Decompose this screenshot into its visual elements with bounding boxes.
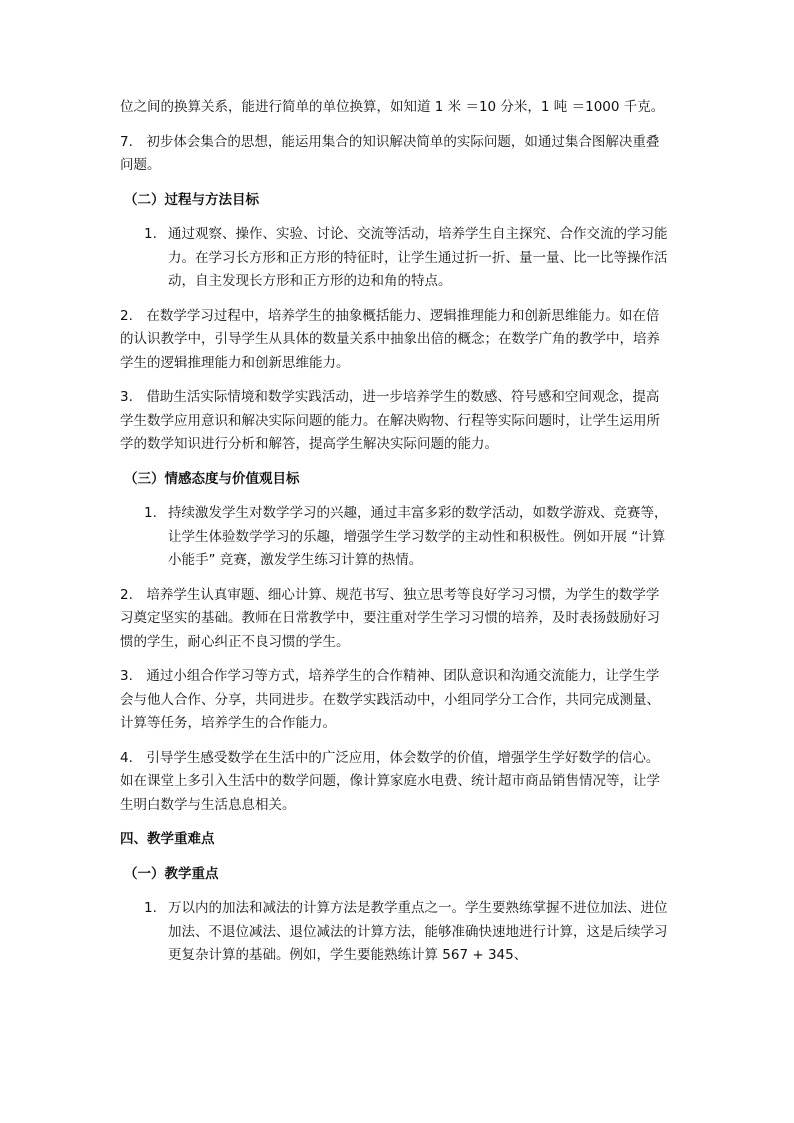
paragraph-process-2: 2. 在数学学习过程中，培养学生的抽象概括能力、逻辑推理能力和创新思维能力。如在倍的认识教学中，引导学生从具体的数量关系中抽象出倍的概念；在数学广角的教学中，培养学生的逻辑推理能力和创新思维能力。	[120, 307, 660, 371]
heading-teaching-key-points: （一）教学重点	[124, 865, 219, 882]
list-item-key-1	[120, 897, 668, 968]
list-text: 持续激发学生对数学学习的兴趣，通过丰富多彩的数学活动，如数学游戏、竞赛等，让学生体验数学学习的乐趣，增强学生学习数学的主动性和积极性。例如开展 “计算小能手” 竞赛，激发学生练习计算的热情。	[168, 505, 668, 568]
paragraph-emotion-3: 3. 通过小组合作学习等方式，培养学生的合作精神、团队意识和沟通交流能力，让学生学会与他人合作、分享，共同进步。在数学实践活动中，小组同学分工合作，共同完成测量、计算等任务，培养学生的合作能力。	[120, 668, 660, 731]
paragraph-emotion-4: 4. 引导学生感受数学在生活中的广泛应用，体会数学的价值，增强学生学好数学的信心。如在课堂上多引入生活中的数学问题，像计算家庭水电费、统计超市商品销售情况等，让学生明白数学与生活息息相关。	[120, 749, 660, 813]
paragraph-emotion-2: 2. 培养学生认真审题、细心计算、规范书写、独立思考等良好学习习惯，为学生的数学学习奠定坚实的基础。教师在日常教学中，要注重对学生学习习惯的培养，及时表扬鼓励好习惯的学生，耐心纠正不良习惯的学生。	[120, 586, 660, 650]
heading-section-4-key-difficult-points: 四、教学重难点	[120, 831, 215, 847]
list-item-process-1	[120, 223, 668, 294]
list-number: 1.	[144, 900, 157, 916]
list-number: 1.	[144, 505, 157, 521]
heading-emotion-attitude-goals: （三）情感态度与价值观目标	[124, 470, 300, 487]
heading-process-method-goals: （二）过程与方法目标	[124, 191, 259, 208]
paragraph-process-3: 3. 借助生活实际情境和数学实践活动，进一步培养学生的数感、符号感和空间观念，提高学生数学应用意识和解决实际问题的能力。在解决购物、行程等实际问题时，让学生运用所学的数学知识进行分析和解答，提高学生解决实际问题的能力。	[120, 389, 660, 452]
list-item-emotion-1	[120, 502, 668, 573]
list-number: 1.	[144, 226, 157, 242]
paragraph-item-7-sets: 7. 初步体会集合的思想，能运用集合的知识解决简单的实际问题，如通过集合图解决重叠问题。	[120, 133, 660, 173]
document-body	[120, 96, 668, 979]
list-text: 通过观察、操作、实验、讨论、交流等活动，培养学生自主探究、合作交流的学习能力。在学习长方形和正方形的特征时，让学生通过折一折、量一量、比一比等操作活动，自主发现长方形和正方形的边和角的特点。	[168, 226, 668, 289]
paragraph-unit-conversion: 位之间的换算关系，能进行简单的单位换算，如知道 1 米 ＝10 分米，1 吨 ＝1000 千克。	[120, 99, 665, 115]
list-text: 万以内的加法和减法的计算方法是教学重点之一。学生要熟练掌握不进位加法、进位加法、不退位减法、退位减法的计算方法，能够准确快速地进行计算，这是后续学习更复杂计算的基础。例如，学生要能熟练计算 567 + 345、	[168, 900, 668, 963]
